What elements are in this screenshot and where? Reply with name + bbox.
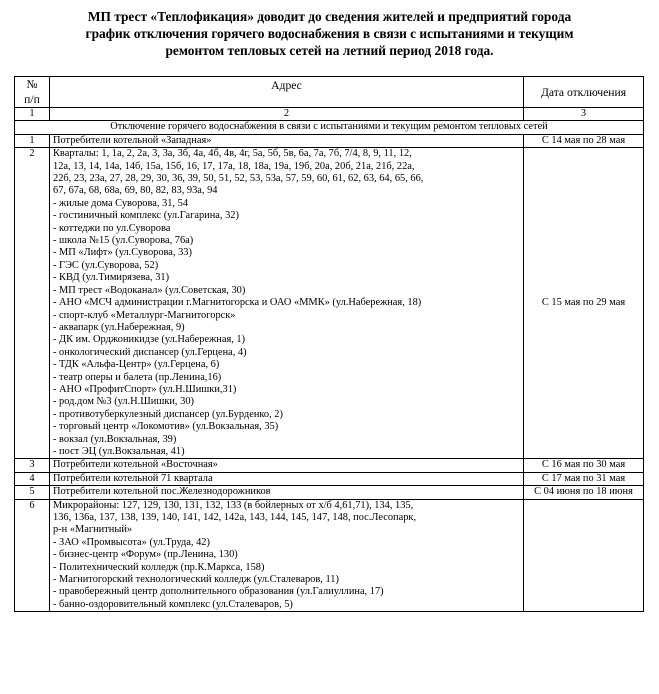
table-row [15, 472, 644, 485]
table-row [15, 134, 644, 147]
address-line: - ДК им. Орджоникидзе (ул.Набережная, 1) [53, 334, 246, 346]
address-line: - ГЭС (ул.Суворова, 52) [53, 259, 159, 271]
address-line: - онкологический диспансер (ул.Герцена, 4) [53, 346, 247, 358]
row-date: С 16 мая по 30 мая [524, 459, 644, 472]
address-line: 67, 67а, 68, 68а, 69, 80, 82, 83, 93а, 94 [53, 185, 218, 197]
row-number: 4 [15, 472, 50, 485]
row-address [50, 486, 524, 499]
address-line: - гостиничный комплекс (ул.Гагарина, 32) [53, 210, 239, 222]
address-line: - Политехнический колледж (пр.К.Маркса, 158) [53, 561, 265, 573]
address-line: - жилые дома Суворова, 31, 54 [53, 197, 189, 209]
address-line: Кварталы: 1, 1а, 2, 2а, 3, 3а, 3б, 4а, 4б, 4в, 4г, 5а, 5б, 5в, 6а, 7а, 7б, 7/4, 8, 9, 11, 12, [53, 148, 412, 160]
address-line: - МП «Лифт» (ул.Суворова, 33) [53, 247, 192, 259]
header-date: Дата отключения [524, 77, 644, 108]
address-line: - аквапарк (ул.Набережная, 9) [53, 321, 185, 333]
header-num-line: № [26, 78, 38, 91]
address-line: - правобережный центр дополнительного образования (ул.Галиуллина, 17) [53, 586, 384, 598]
address-line: - торговый центр «Локомотив» (ул.Вокзальная, 35) [53, 421, 279, 433]
column-number: 2 [50, 108, 524, 121]
row-number: 3 [15, 459, 50, 472]
address-line: 22б, 23, 23а, 27, 28, 29, 30, 36, 39, 50, 51, 52, 53, 53а, 57, 59, 60, 61, 62, 63, 64, 65, 66, [53, 173, 424, 185]
section-row [15, 121, 644, 134]
row-address [50, 148, 524, 459]
column-number: 3 [524, 108, 644, 121]
address-line: - ЗАО «Промвысота» (ул.Труда, 42) [53, 536, 210, 548]
address-line: - Магнитогорский технологический колледж (ул.Сталеваров, 11) [53, 574, 339, 586]
address-line: - АНО «МСЧ администрации г.Магнитогорска и ОАО «ММК» (ул.Набережная, 18) [53, 297, 422, 309]
header-row [15, 77, 644, 108]
row-date: С 14 мая по 28 мая [524, 134, 644, 147]
title-line: график отключения горячего водоснабжения в связи с испытаниями и текущим [85, 26, 574, 41]
address-line: 136, 136а, 137, 138, 139, 140, 141, 142, 142а, 143, 144, 145, 147, 148, пос.Лесопарк, [53, 512, 417, 523]
address-line: 12а, 13, 14, 14а, 14б, 15а, 15б, 16, 17, 17а, 18, 18а, 19а, 19б, 20а, 20б, 21а, 21б, 22а, [53, 160, 415, 172]
row-number: 5 [15, 486, 50, 499]
title-line: ремонтом тепловых сетей на летний период 2018 года. [165, 43, 494, 58]
header-num [15, 77, 50, 108]
column-number-row [15, 108, 644, 121]
row-date: С 04 июня по 18 июня [524, 486, 644, 499]
table-row [15, 459, 644, 472]
row-date: С 17 мая по 31 мая [524, 472, 644, 485]
document-title [10, 8, 649, 59]
address-line: - противотуберкулезный диспансер (ул.Бурденко, 2) [53, 408, 283, 420]
address-line: Потребители котельной «Западная» [53, 134, 212, 146]
address-line: - бизнес-центр «Форум» (пр.Ленина, 130) [53, 549, 238, 561]
header-num-line: п/п [24, 93, 40, 106]
address-line: - АНО «ПрофитСпорт» (ул.Н.Шишки,31) [53, 383, 237, 395]
address-line: - МП трест «Водоканал» (ул.Советская, 30) [53, 284, 246, 296]
address-line: - пост ЭЦ (ул.Вокзальная, 41) [53, 445, 185, 457]
address-line: - КВД (ул.Тимирязева, 31) [53, 272, 170, 284]
table-row [15, 148, 644, 459]
table-body [15, 134, 644, 611]
row-date [524, 499, 644, 612]
column-number: 1 [15, 108, 50, 121]
address-line: Потребители котельной «Восточная» [53, 459, 218, 471]
table-row [15, 486, 644, 499]
row-address [50, 472, 524, 485]
schedule-table [14, 76, 644, 612]
row-number: 2 [15, 148, 50, 459]
address-line: - банно-оздоровительный комплекс (ул.Сталеваров, 5) [53, 598, 293, 610]
address-line: Микрорайоны: 127, 129, 130, 131, 132, 133 (в бойлерных от х/б 4,61,71), 134, 135, [53, 499, 414, 511]
address-line: - театр оперы и балета (пр.Ленина,16) [53, 371, 222, 383]
title-line: МП трест «Теплофикация» доводит до сведения жителей и предприятий города [87, 9, 572, 24]
address-line: - спорт-клуб «Металлург-Магнитогорск» [53, 309, 236, 321]
address-line: Потребители котельной 71 квартала [53, 472, 213, 484]
address-line: - коттеджи по ул.Суворова [53, 222, 171, 234]
row-number: 1 [15, 134, 50, 147]
section-title: Отключение горячего водоснабжения в связи с испытаниями и текущим ремонтом тепловых сетей [15, 121, 644, 134]
row-address [50, 134, 524, 147]
address-line: - род.дом №3 (ул.Н.Шишки, 30) [53, 396, 194, 408]
address-line: Потребители котельной пос.Железнодорожников [53, 486, 271, 498]
header-address: Адрес [50, 77, 524, 108]
row-address [50, 499, 524, 612]
row-date: С 15 мая по 29 мая [524, 148, 644, 459]
row-address [50, 459, 524, 472]
address-line: р-н «Магнитный» [53, 524, 133, 536]
address-line: - школа №15 (ул.Суворова, 76а) [53, 235, 194, 247]
table-row [15, 499, 644, 612]
row-number: 6 [15, 499, 50, 612]
address-line: - ТДК «Альфа-Центр» (ул.Герцена, 6) [53, 359, 220, 371]
address-line: - вокзал (ул.Вокзальная, 39) [53, 433, 177, 445]
